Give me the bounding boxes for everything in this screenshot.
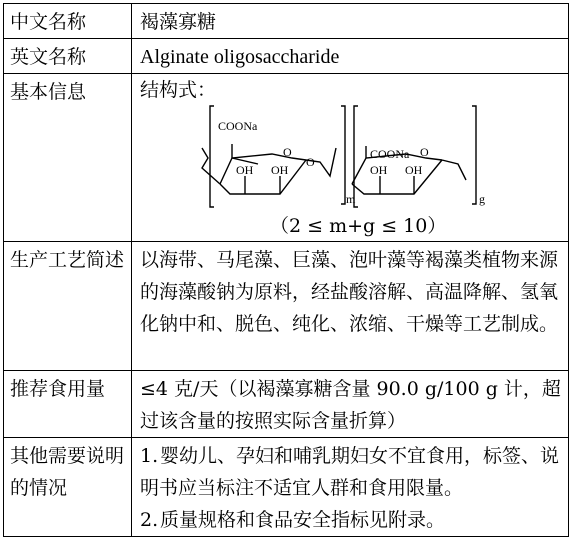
wavy-bond-left [202, 148, 220, 184]
link-oxygen: O [306, 155, 315, 169]
row-basic-info [4, 74, 569, 242]
label-english-name: 英文名称 [4, 39, 132, 74]
hydroxyl-3: OH [370, 163, 388, 177]
subscript-m: m [346, 192, 356, 206]
label-recommended-intake: 推荐食用量 [4, 371, 132, 438]
value-chinese-name: 褐藻寡糖 [132, 4, 569, 39]
left-bracket [210, 106, 214, 207]
ring-1-bottom [220, 160, 306, 194]
ring-oxygen-2: O [420, 145, 429, 159]
note-item-1 [140, 440, 562, 504]
bracket-m-right [341, 106, 345, 204]
note-item-2 [140, 504, 562, 536]
atom-labels [218, 119, 485, 206]
row-english-name [4, 39, 569, 74]
outgoing-bond [442, 160, 466, 180]
carboxyl-label-1: COONa [218, 119, 258, 133]
carboxyl-label-2: COONa [370, 147, 410, 161]
label-other-notes: 其他需要说明的情况 [4, 438, 132, 537]
row-chinese-name [4, 4, 569, 39]
value-english-name: Alginate oligosaccharide [132, 39, 569, 74]
spec-table [3, 3, 569, 537]
label-basic-info: 基本信息 [4, 74, 132, 242]
note-text: 质量规格和食品安全指标见附录。 [160, 509, 446, 531]
right-bracket [472, 106, 476, 204]
note-text: 婴幼儿、孕妇和哺乳期妇女不宜食用，标签、说明书应当标注不适宜人群和食用限量。 [140, 445, 560, 499]
hydroxyl-2: OH [271, 163, 289, 177]
row-process [4, 242, 569, 371]
ring-oxygen-1: O [283, 145, 292, 159]
structural-formula [140, 104, 540, 214]
note-number: 2. [140, 509, 159, 531]
subscript-g: g [479, 192, 485, 206]
structure-caption: 结构式： [140, 79, 217, 101]
label-process: 生产工艺简述 [4, 242, 132, 371]
value-basic-info [132, 74, 569, 242]
row-other-notes [4, 438, 569, 537]
ring-2-bottom [352, 160, 442, 194]
structure-range: （2 ≤ m+g ≤ 10） [270, 215, 447, 237]
hydroxyl-1: OH [236, 163, 254, 177]
label-chinese-name: 中文名称 [4, 4, 132, 39]
value-process: 以海带、马尾藻、巨藻、泡叶藻等褐藻类植物来源的海藻酸钠为原料，经盐酸溶解、高温降解、氢氧化钠中和、脱色、纯化、浓缩、干燥等工艺制成。 [132, 242, 569, 371]
hydroxyl-4: OH [405, 163, 423, 177]
row-recommended-intake [4, 371, 569, 438]
note-number: 1. [140, 445, 159, 467]
value-other-notes [132, 438, 569, 537]
value-recommended-intake: ≤4 克/天（以褐藻寡糖含量 90.0 g/100 g 计，超过该含量的按照实际含量折算） [132, 371, 569, 438]
